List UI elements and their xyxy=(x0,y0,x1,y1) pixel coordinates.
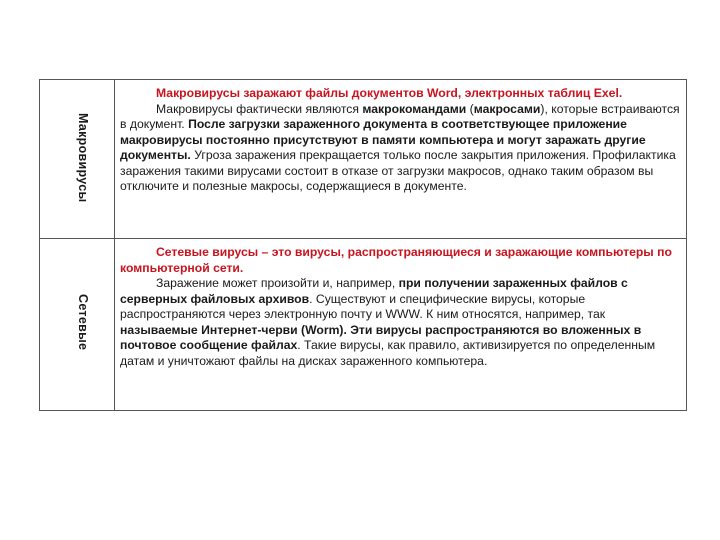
bold-term: макросами xyxy=(473,101,541,116)
table-row-macroviruses xyxy=(40,80,686,239)
bold-statement: После загрузки зараженного документа в соответствующее приложение макровирусы постоянно присутствуют в памяти компьютера и могут заражать другие документы. xyxy=(120,117,646,162)
definition-paragraph xyxy=(120,86,680,102)
text-segment: ( xyxy=(466,101,474,116)
virus-types-table xyxy=(39,79,687,411)
text-segment: ), которые встраиваются в документ. xyxy=(120,101,680,131)
bold-statement: называемые Интернет-черви (Worm). Эти вирусы распространяются во вложенных в почтовое сообщение файлах xyxy=(120,322,642,352)
row-label-cell xyxy=(40,80,115,238)
text-segment: Макровирусы фактически являются xyxy=(156,101,363,116)
text-segment: . Существуют и специфические вирусы, которые распространяются через электронную почту и WWW. К ним относятся, например, так xyxy=(120,291,606,321)
row-content-cell xyxy=(120,245,680,369)
description-paragraph xyxy=(120,102,680,195)
text-segment: Угроза заражения прекращается только после закрытия приложения. Профилактика заражения такими вирусами состоит в отказе от загрузки макросов, однако таким образом вы отключите и полезные макросы, содержащиеся в документе. xyxy=(120,148,676,193)
text-segment: . Такие вирусы, как правило, активизируется по определенным датам и уничтожают файлы на дисках зараженного компьютера. xyxy=(120,338,656,368)
definition-text: Макровирусы заражают файлы документов Word, электронных таблиц Exel. xyxy=(156,86,623,100)
bold-term: макрокомандами xyxy=(362,101,467,116)
row-label-cell xyxy=(40,239,115,410)
row-content-cell xyxy=(120,86,680,195)
row-label: Сетевые xyxy=(76,294,90,351)
text-segment: Заражение может произойти и, например, xyxy=(156,276,399,290)
definition-text: Сетевые вирусы – это вирусы, распространяющиеся и заражающие компьютеры по компьютерной сети. xyxy=(120,245,672,275)
description-paragraph xyxy=(120,276,680,369)
definition-paragraph xyxy=(120,245,680,276)
row-label: Макровирусы xyxy=(76,113,90,203)
bold-statement: при получении зараженных файлов с серверных файловых архивов xyxy=(120,276,628,306)
table-row-network-viruses xyxy=(40,239,686,410)
